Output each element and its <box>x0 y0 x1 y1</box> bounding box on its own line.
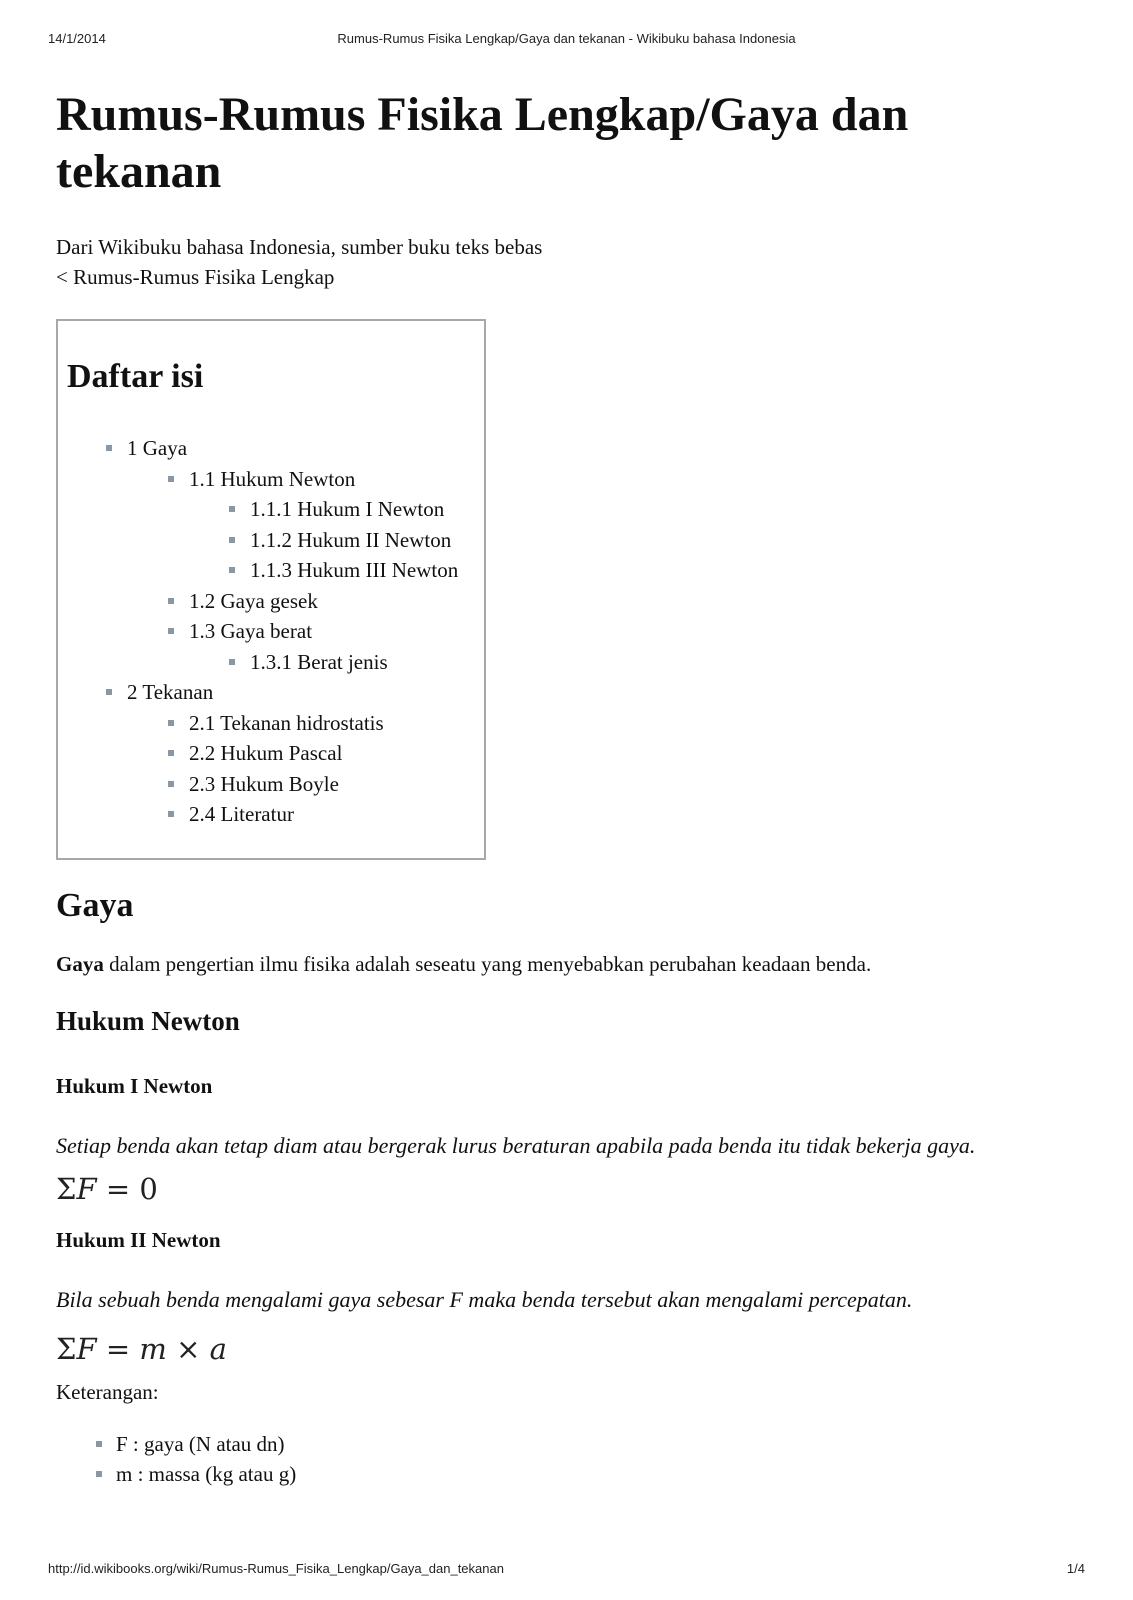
parent-page-link[interactable]: < Rumus-Rumus Fisika Lengkap <box>56 265 335 289</box>
print-footer <box>0 1561 1133 1579</box>
toc-list <box>58 433 458 830</box>
bullet-icon <box>168 781 174 787</box>
toc-item[interactable]: 2.1 Tekanan hidrostatis <box>58 708 458 739</box>
toc-title: Daftar isi <box>67 358 204 395</box>
page-title: Rumus-Rumus Fisika Lengkap/Gaya dan tekanan <box>56 88 909 198</box>
keterangan-label: Keterangan: <box>56 1380 159 1404</box>
toc-item[interactable]: 1.3.1 Berat jenis <box>58 647 458 678</box>
bullet-icon <box>168 811 174 817</box>
section-heading-hukum-1: Hukum I Newton <box>56 1074 213 1098</box>
hukum-1-formula: ΣF = 0 <box>56 1172 158 1206</box>
site-tagline: Dari Wikibuku bahasa Indonesia, sumber buku teks bebas <box>56 235 543 259</box>
bullet-icon <box>106 689 112 695</box>
toc-item[interactable]: 2.4 Literatur <box>58 799 458 830</box>
print-date: 14/1/2014 <box>48 31 106 46</box>
keterangan-list <box>56 1429 1096 1489</box>
bullet-icon <box>229 537 235 543</box>
toc-item[interactable]: 1.1.3 Hukum III Newton <box>58 555 458 586</box>
hukum-1-statement: Setiap benda akan tetap diam atau bergerak lurus beraturan apabila pada benda itu tidak bekerja gaya. <box>56 1133 976 1158</box>
toc-item[interactable]: 1.3 Gaya berat <box>58 616 458 647</box>
toc-item[interactable]: 1 Gaya <box>58 433 458 464</box>
print-url: http://id.wikibooks.org/wiki/Rumus-Rumus_Fisika_Lengkap/Gaya_dan_tekanan <box>48 1561 504 1576</box>
bullet-icon <box>229 506 235 512</box>
section-heading-gaya: Gaya <box>56 887 134 924</box>
toc-item[interactable]: 1.2 Gaya gesek <box>58 586 458 617</box>
table-of-contents <box>56 319 486 860</box>
subtitle-block <box>56 232 542 292</box>
article-body <box>56 884 1096 1489</box>
hukum-2-formula: ΣF = m × a <box>56 1332 227 1366</box>
print-header <box>0 31 1133 49</box>
toc-item[interactable]: 1.1.1 Hukum I Newton <box>58 494 458 525</box>
section-heading-hukum-newton: Hukum Newton <box>56 1006 240 1036</box>
list-item: F : gaya (N atau dn) <box>56 1429 1096 1459</box>
bullet-icon <box>106 445 112 451</box>
bullet-icon <box>168 750 174 756</box>
gaya-definition: Gaya dalam pengertian ilmu fisika adalah seseatu yang menyebabkan perubahan keadaan benda. <box>56 952 872 976</box>
toc-item[interactable]: 2.2 Hukum Pascal <box>58 738 458 769</box>
bullet-icon <box>168 598 174 604</box>
toc-item[interactable]: 1.1 Hukum Newton <box>58 464 458 495</box>
toc-item[interactable]: 1.1.2 Hukum II Newton <box>58 525 458 556</box>
toc-item[interactable]: 2.3 Hukum Boyle <box>58 769 458 800</box>
bullet-icon <box>96 1471 102 1477</box>
gaya-term: Gaya <box>56 952 104 976</box>
list-item: m : massa (kg atau g) <box>56 1459 1096 1489</box>
print-page-number: 1/4 <box>1066 1561 1085 1576</box>
section-heading-hukum-2: Hukum II Newton <box>56 1228 221 1252</box>
bullet-icon <box>168 476 174 482</box>
toc-item[interactable]: 2 Tekanan <box>58 677 458 708</box>
bullet-icon <box>168 720 174 726</box>
print-page-title: Rumus-Rumus Fisika Lengkap/Gaya dan tekanan - Wikibuku bahasa Indonesia <box>337 31 796 46</box>
bullet-icon <box>168 628 174 634</box>
hukum-2-statement: Bila sebuah benda mengalami gaya sebesar F maka benda tersebut akan mengalami percepatan. <box>56 1287 913 1312</box>
bullet-icon <box>229 567 235 573</box>
bullet-icon <box>96 1441 102 1447</box>
bullet-icon <box>229 659 235 665</box>
